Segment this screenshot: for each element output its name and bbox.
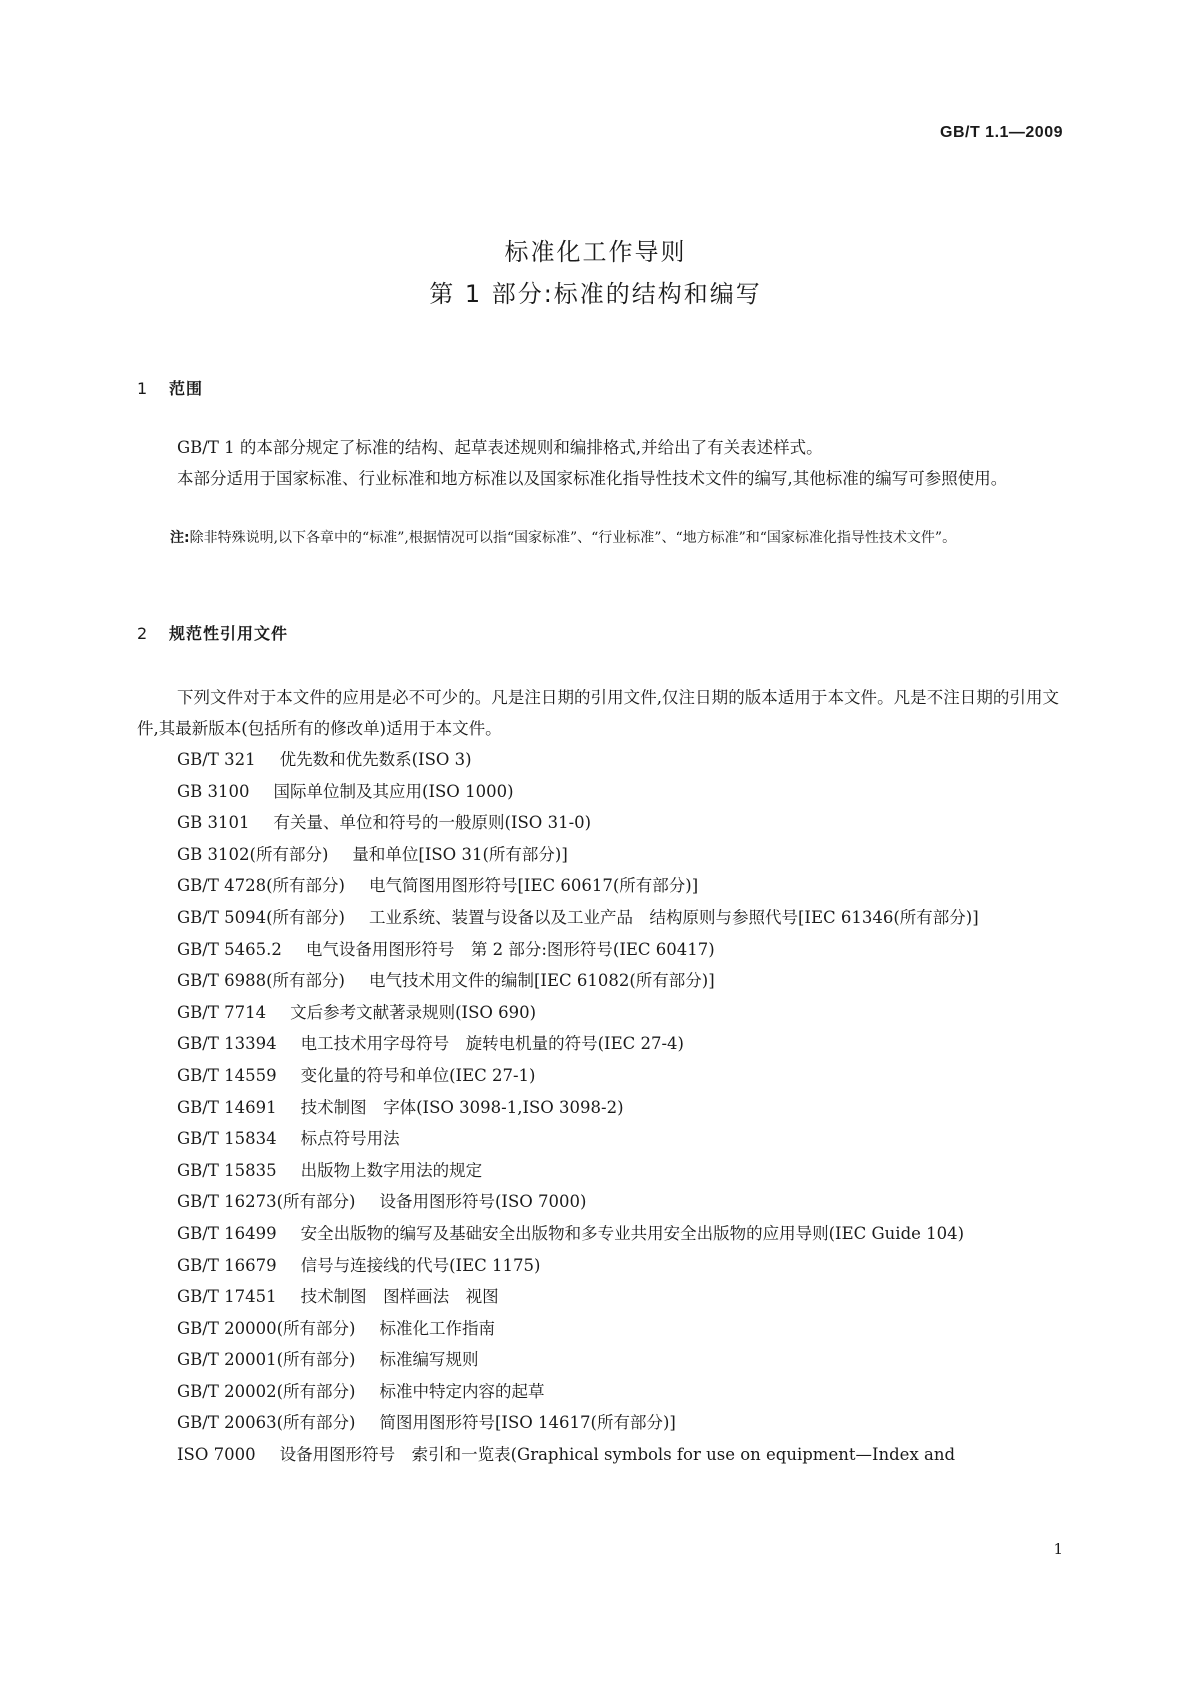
scope-note <box>170 524 1060 552</box>
document-title: 标准化工作导则 <box>504 238 687 266</box>
reference-code: GB/T 4728(所有部分) <box>177 876 345 896</box>
reference-item <box>137 1218 1059 1250</box>
reference-item <box>137 902 1059 934</box>
reference-title: 工业系统、装置与设备以及工业产品 结构原则与参照代号[IEC 61346(所有部分)] <box>368 907 979 927</box>
section-number: 2 <box>137 624 149 643</box>
reference-code: GB/T 20002(所有部分) <box>177 1381 356 1401</box>
reference-code: GB/T 20000(所有部分) <box>177 1318 356 1338</box>
reference-code: GB/T 5465.2 <box>177 939 282 959</box>
scope-paragraph: 本部分适用于国家标准、行业标准和地方标准以及国家标准化指导性技术文件的编写,其他标准的编写可参照使用。 <box>177 469 1008 488</box>
reference-title: 标点符号用法 <box>300 1129 400 1149</box>
reference-code: GB/T 16273(所有部分) <box>177 1192 356 1212</box>
section-title: 规范性引用文件 <box>169 624 289 643</box>
reference-code: GB/T 16679 <box>177 1255 277 1275</box>
reference-item <box>137 807 1059 839</box>
reference-item <box>137 1281 1059 1313</box>
reference-title: 出版物上数字用法的规定 <box>300 1160 483 1180</box>
reference-item <box>137 1344 1059 1376</box>
reference-title: 技术制图 图样画法 视图 <box>300 1287 499 1307</box>
reference-code: GB/T 20063(所有部分) <box>177 1413 356 1433</box>
reference-item <box>137 1376 1059 1408</box>
reference-item <box>137 1155 1059 1187</box>
standard-number: GB/T 1.1—2009 <box>940 124 1063 141</box>
reference-code: GB/T 6988(所有部分) <box>177 971 345 991</box>
reference-item <box>137 1123 1059 1155</box>
reference-code: GB/T 13394 <box>177 1034 277 1054</box>
reference-item <box>137 870 1059 902</box>
reference-item <box>137 1439 1059 1471</box>
reference-list <box>137 744 1059 1471</box>
document-subtitle: 第 1 部分:标准的结构和编写 <box>429 280 762 308</box>
note-label: 注: <box>170 530 190 546</box>
scope-paragraph: GB/T 1 的本部分规定了标准的结构、起草表述规则和编排格式,并给出了有关表述样式。 <box>177 438 823 457</box>
section-heading-normative-references <box>137 621 288 644</box>
reference-title: 简图用图形符号[ISO 14617(所有部分)] <box>379 1413 676 1433</box>
section-title: 范围 <box>169 379 204 398</box>
reference-code: GB/T 15835 <box>177 1160 277 1180</box>
references-intro: 下列文件对于本文件的应用是必不可少的。凡是注日期的引用文件,仅注日期的版本适用于本文件。凡是不注日期的引用文件,其最新版本(包括所有的修改单)适用于本文件。 <box>137 688 1059 738</box>
section-heading-scope <box>137 376 203 399</box>
reference-title: 文后参考文献著录规则(ISO 690) <box>290 1002 537 1022</box>
reference-title: 信号与连接线的代号(IEC 1175) <box>300 1255 541 1275</box>
reference-code: GB/T 17451 <box>177 1287 277 1307</box>
reference-item <box>137 1313 1059 1345</box>
reference-title: 安全出版物的编写及基础安全出版物和多专业共用安全出版物的应用导则(IEC Guide 104) <box>300 1223 965 1243</box>
reference-code: GB/T 16499 <box>177 1223 277 1243</box>
reference-code: GB 3101 <box>177 813 250 833</box>
reference-item <box>137 1028 1059 1060</box>
reference-title: 标准化工作指南 <box>379 1318 495 1338</box>
reference-title: 有关量、单位和符号的一般原则(ISO 31-0) <box>273 813 592 833</box>
reference-item <box>137 997 1059 1029</box>
section-number: 1 <box>137 379 149 398</box>
reference-title: 优先数和优先数系(ISO 3) <box>279 750 472 769</box>
reference-code: GB/T 7714 <box>177 1002 267 1022</box>
reference-code: GB/T 5094(所有部分) <box>177 907 345 927</box>
reference-item <box>137 839 1059 871</box>
reference-code: GB/T 321 <box>177 750 256 769</box>
reference-code: GB/T 20001(所有部分) <box>177 1350 356 1370</box>
reference-code: GB 3100 <box>177 781 250 801</box>
reference-code: GB/T 14559 <box>177 1065 277 1085</box>
reference-code: GB 3102(所有部分) <box>177 844 329 864</box>
reference-title: 电工技术用字母符号 旋转电机量的符号(IEC 27-4) <box>300 1034 684 1054</box>
reference-title: 量和单位[ISO 31(所有部分)] <box>352 844 568 864</box>
reference-item <box>137 1060 1059 1092</box>
reference-item <box>137 744 1059 776</box>
reference-title: 技术制图 字体(ISO 3098-1,ISO 3098-2) <box>300 1097 624 1117</box>
reference-item <box>137 1407 1059 1439</box>
reference-title: 电气设备用图形符号 第 2 部分:图形符号(IEC 60417) <box>305 939 715 959</box>
reference-item <box>137 1250 1059 1282</box>
reference-title: 国际单位制及其应用(ISO 1000) <box>273 781 514 801</box>
reference-code: GB/T 15834 <box>177 1129 277 1149</box>
reference-item <box>137 1186 1059 1218</box>
reference-code: GB/T 14691 <box>177 1097 277 1117</box>
reference-title: 标准编写规则 <box>379 1350 479 1370</box>
note-text: 除非特殊说明,以下各章中的“标准”,根据情况可以指“国家标准”、“行业标准”、“地方标准”和“国家标准化指导性技术文件”。 <box>189 530 957 546</box>
reference-title: 设备用图形符号 索引和一览表(Graphical symbols for use on equipment—Index and <box>279 1445 956 1465</box>
reference-item <box>137 776 1059 808</box>
reference-item <box>137 1092 1059 1124</box>
reference-item <box>137 965 1059 997</box>
reference-item <box>137 934 1059 966</box>
reference-title: 电气技术用文件的编制[IEC 61082(所有部分)] <box>368 971 715 991</box>
reference-title: 变化量的符号和单位(IEC 27-1) <box>300 1065 536 1085</box>
reference-title: 电气简图用图形符号[IEC 60617(所有部分)] <box>368 876 699 896</box>
reference-code: ISO 7000 <box>177 1445 256 1465</box>
reference-title: 设备用图形符号(ISO 7000) <box>379 1192 587 1212</box>
reference-title: 标准中特定内容的起草 <box>379 1381 545 1401</box>
page-number: 1 <box>1053 1540 1063 1558</box>
